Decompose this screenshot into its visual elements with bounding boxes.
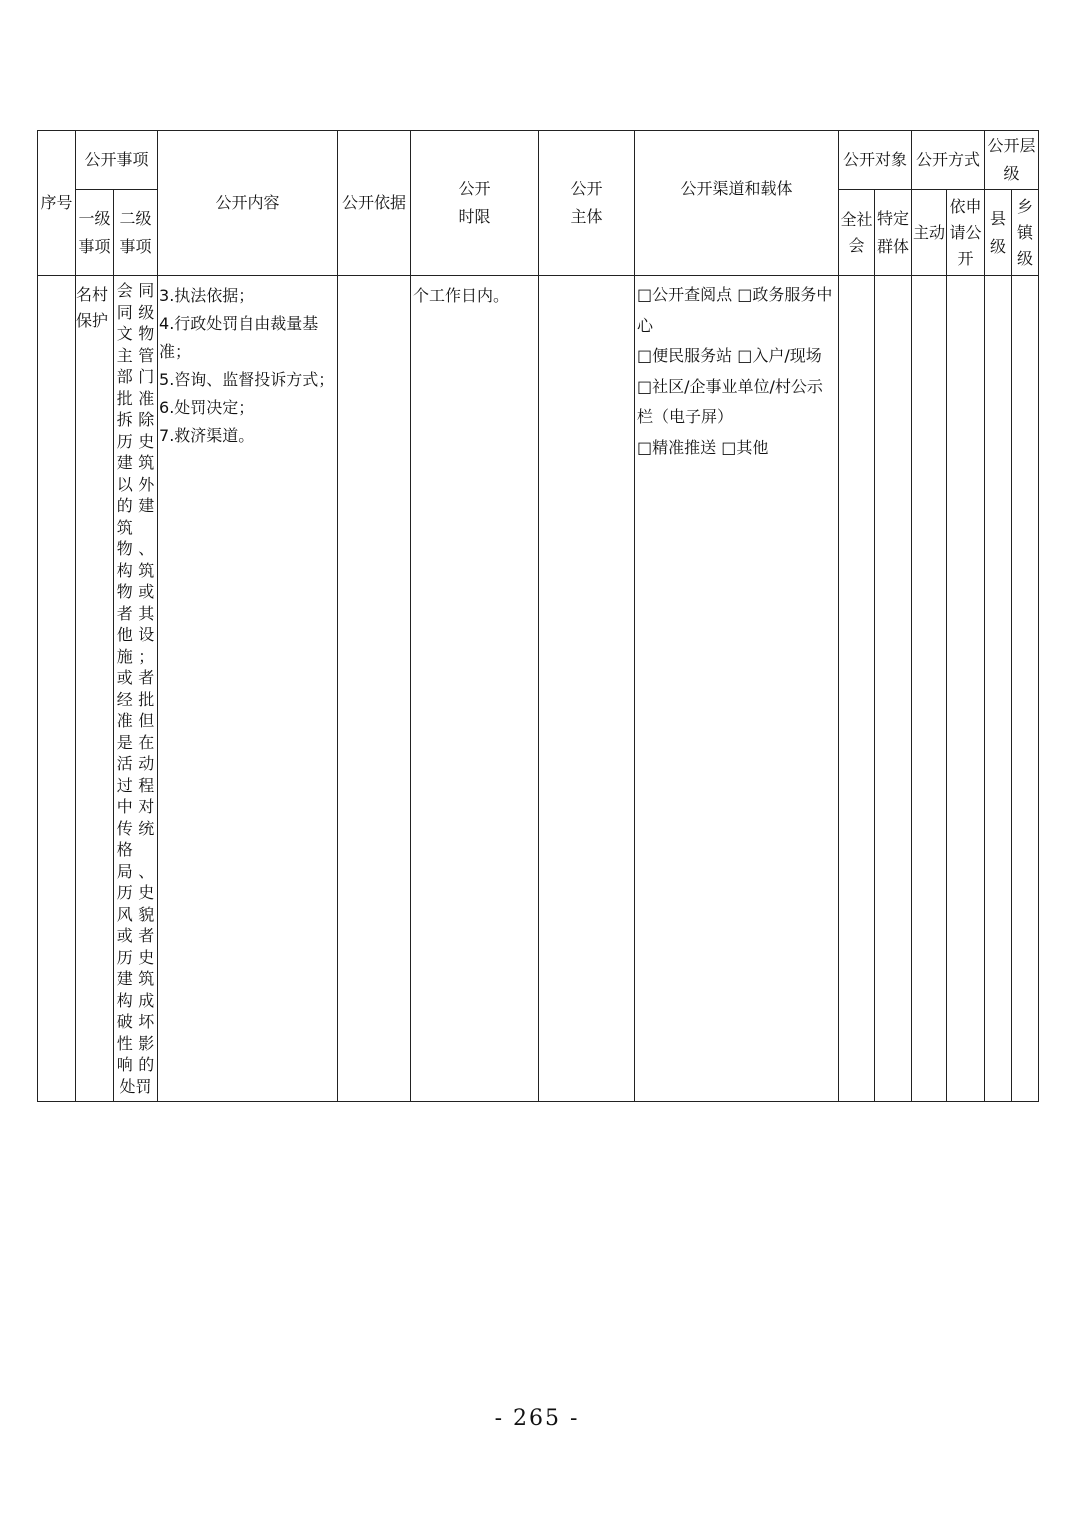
header-time-limit <box>411 131 539 276</box>
level2-char: 程 <box>138 775 155 795</box>
header-level-county: 县级 <box>985 190 1012 276</box>
level2-char: 史 <box>138 883 155 902</box>
header-mode-group: 公开方式 <box>912 131 985 190</box>
channel-line: □便民服务站 □入户/现场 <box>637 346 822 365</box>
content-line: 4.行政处罚自由裁量基 <box>159 314 319 333</box>
level2-columns <box>114 276 157 1076</box>
level2-char: 动 <box>138 754 155 773</box>
level2-char: 建 <box>138 496 155 515</box>
level2-char: 同 <box>138 281 155 300</box>
level2-char: 破 <box>116 1012 133 1031</box>
header-subject-line1: 公开 <box>570 179 603 198</box>
level2-char: 成 <box>138 990 155 1010</box>
level2-char: 批 <box>116 388 133 408</box>
level2-char: 者 <box>138 926 155 945</box>
level2-char: 他 <box>116 625 133 644</box>
level2-char: 物 <box>138 324 155 343</box>
level2-char: 物 <box>116 582 133 601</box>
level2-char: 管 <box>138 345 155 365</box>
level2-char: 其 <box>138 603 155 623</box>
level2-char: 筑 <box>138 453 155 472</box>
page-number: - 265 - <box>494 1406 580 1431</box>
level2-char: 外 <box>138 474 155 494</box>
header-seq: 序号 <box>38 131 76 276</box>
channel-line: 心 <box>637 315 654 335</box>
level2-char: 历 <box>116 883 133 902</box>
level2-char: 筑 <box>138 560 155 580</box>
level2-char: 构 <box>116 990 133 1010</box>
level2-col-left <box>114 280 136 1076</box>
header-basis: 公开依据 <box>338 131 411 276</box>
header-time-limit-line2: 时限 <box>458 207 491 226</box>
level2-char: 主 <box>116 345 133 365</box>
level2-char: 设 <box>138 625 155 644</box>
level2-char: 在 <box>138 732 155 752</box>
header-mode-active: 主动 <box>912 190 947 276</box>
level2-char: 门 <box>138 367 155 386</box>
row-mode-active <box>912 276 947 1102</box>
level2-char: 响 <box>116 1055 133 1074</box>
level2-char: 但 <box>138 711 155 730</box>
channel-line: □精准推送 □其他 <box>637 437 769 457</box>
level2-char: 对 <box>138 797 155 816</box>
level2-char: 貌 <box>138 904 155 924</box>
level2-char: 经 <box>116 689 133 709</box>
level2-tail: 处罚 <box>119 1076 152 1096</box>
row-basis <box>338 276 411 1102</box>
row-level1: 名村保护 <box>76 276 114 1102</box>
level2-char: 史 <box>138 431 155 451</box>
level2-char: 或 <box>116 668 133 687</box>
row-level2 <box>114 276 158 1102</box>
row-level-town <box>1012 276 1039 1102</box>
header-target-all: 全社会 <box>839 190 875 276</box>
level2-char: 者 <box>138 668 155 687</box>
level2-char: 者 <box>116 603 133 623</box>
row-target-specific <box>875 276 912 1102</box>
header-content: 公开内容 <box>158 131 338 276</box>
level2-char: 活 <box>116 754 133 773</box>
row-content <box>158 276 338 1102</box>
level2-char: 级 <box>138 302 155 322</box>
level2-char: 施 <box>116 646 133 666</box>
level2-char: 准 <box>138 388 155 408</box>
level2-char: 、 <box>138 539 155 558</box>
row-target-all <box>839 276 875 1102</box>
level2-char: 批 <box>138 689 155 709</box>
level2-char: 传 <box>116 818 133 838</box>
row-mode-request <box>947 276 985 1102</box>
content-line: 准； <box>159 342 192 361</box>
level2-char: 、 <box>138 861 155 881</box>
content-line: 5.咨询、监督投诉方式； <box>159 370 335 389</box>
channel-line: □公开查阅点 □政务服务中 <box>637 285 833 304</box>
level2-char: 坏 <box>138 1012 155 1031</box>
level2-char: 建 <box>116 969 133 988</box>
level2-char: 部 <box>116 367 133 386</box>
level2-char: 统 <box>138 818 155 838</box>
header-level-group: 公开层级 <box>985 131 1039 190</box>
header-time-limit-line1: 公开 <box>458 179 491 198</box>
header-target-specific: 特定群体 <box>875 190 912 276</box>
level2-char: 物 <box>116 539 133 558</box>
level2-char: 历 <box>116 947 133 967</box>
level2-char: 构 <box>116 560 133 580</box>
level2-char: ； <box>138 646 155 666</box>
header-level2: 二级事项 <box>114 190 158 276</box>
channel-line: 栏（电子屏） <box>637 407 734 426</box>
channel-line: □社区/企事业单位/村公示 <box>637 376 823 396</box>
header-level1: 一级事项 <box>76 190 114 276</box>
row-subject <box>539 276 635 1102</box>
level2-char: 准 <box>116 711 133 730</box>
level2-char <box>136 517 158 539</box>
level2-char: 或 <box>116 926 133 945</box>
level2-char: 过 <box>116 775 133 795</box>
level2-char: 中 <box>116 797 133 816</box>
header-item-group: 公开事项 <box>76 131 158 190</box>
level2-col-right <box>136 280 158 1076</box>
header-mode-request: 依申请公开 <box>947 190 985 276</box>
level2-char <box>136 839 158 861</box>
level2-char: 格 <box>116 840 133 859</box>
disclosure-table <box>37 130 1039 1102</box>
level2-char: 筑 <box>138 969 155 988</box>
level2-char: 性 <box>116 1033 133 1053</box>
row-time-limit: 个工作日内。 <box>411 276 539 1102</box>
level2-char: 会 <box>116 281 133 300</box>
level2-char: 筑 <box>116 517 133 537</box>
level2-char: 除 <box>138 410 155 429</box>
level2-char: 或 <box>138 582 155 601</box>
level2-char: 是 <box>116 732 133 752</box>
content-line: 6.处罚决定； <box>159 398 255 417</box>
header-subject <box>539 131 635 276</box>
level2-char: 的 <box>116 496 133 515</box>
level2-char: 史 <box>138 947 155 967</box>
level2-char: 以 <box>116 474 133 494</box>
header-level-town: 乡镇级 <box>1012 190 1039 276</box>
level2-char: 建 <box>116 453 133 472</box>
level2-char: 同 <box>116 302 133 322</box>
level2-char: 局 <box>116 861 133 881</box>
level2-char: 文 <box>116 324 133 343</box>
level2-char: 的 <box>138 1055 155 1074</box>
level2-char: 拆 <box>116 410 133 429</box>
row-level-county <box>985 276 1012 1102</box>
level2-char: 历 <box>116 431 133 451</box>
content-line: 3.执法依据； <box>159 286 255 305</box>
level2-char: 影 <box>138 1033 155 1053</box>
content-line: 7.救济渠道。 <box>159 426 255 445</box>
header-target-group: 公开对象 <box>839 131 912 190</box>
row-seq <box>38 276 76 1102</box>
row-channel <box>635 276 839 1102</box>
level2-char: 风 <box>116 904 133 924</box>
header-subject-line2: 主体 <box>570 207 603 226</box>
header-channel: 公开渠道和载体 <box>635 131 839 276</box>
